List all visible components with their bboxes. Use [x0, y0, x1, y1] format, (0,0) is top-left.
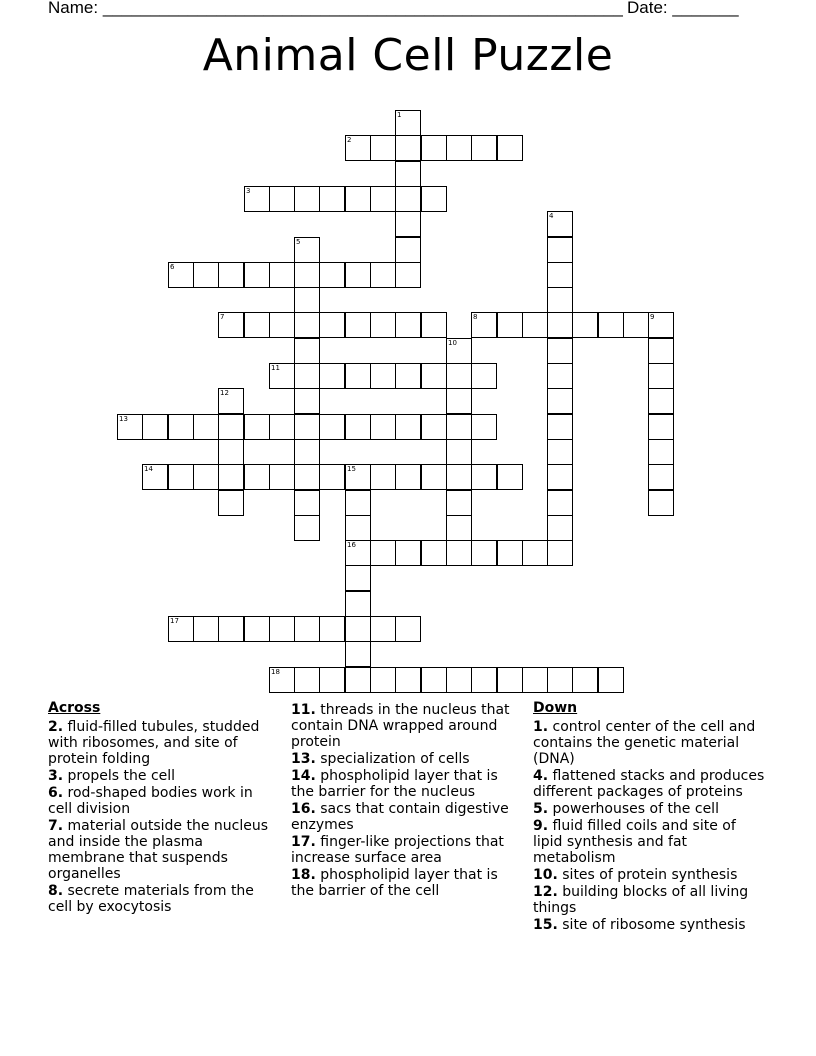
grid-cell[interactable]: [522, 667, 548, 693]
grid-cell[interactable]: [244, 616, 270, 642]
clue-item-number: 13.: [291, 751, 316, 767]
grid-cell[interactable]: [395, 135, 421, 161]
grid-cell[interactable]: [244, 414, 270, 440]
grid-cell[interactable]: [269, 464, 295, 490]
grid-cell[interactable]: [497, 540, 523, 566]
grid-cell[interactable]: [395, 186, 421, 212]
grid-cell[interactable]: [370, 540, 396, 566]
grid-cell[interactable]: [345, 186, 371, 212]
grid-cell[interactable]: [218, 312, 244, 338]
clue-item-number: 8.: [48, 883, 64, 899]
name-line: _______________________________________________________: [102, 0, 623, 17]
grid-cell[interactable]: [294, 414, 320, 440]
grid-cell[interactable]: [345, 515, 371, 541]
clue-item-number: 17.: [291, 834, 316, 850]
clue-number: 9: [650, 313, 655, 321]
grid-cell[interactable]: [395, 237, 421, 263]
across-heading: Across: [48, 700, 101, 716]
grid-cell[interactable]: [421, 135, 447, 161]
grid-cell[interactable]: [648, 338, 674, 364]
clue-item-text: powerhouses of the cell: [548, 801, 719, 817]
clue-item-text: fluid filled coils and site of lipid synthesis and fat metabolism: [533, 818, 736, 866]
clue-number: 13: [119, 415, 128, 423]
clue-item-text: flattened stacks and produces different packages of proteins: [533, 768, 765, 800]
clue-item: [533, 719, 765, 767]
clue-item-text: threads in the nucleus that contain DNA wrapped around protein: [291, 702, 510, 750]
grid-cell[interactable]: [294, 363, 320, 389]
grid-cell[interactable]: [269, 363, 295, 389]
clue-item-number: 10.: [533, 867, 558, 883]
grid-cell[interactable]: [294, 490, 320, 516]
clue-number: 14: [144, 465, 153, 473]
grid-cell[interactable]: [598, 312, 624, 338]
grid-cell[interactable]: [446, 414, 472, 440]
clue-item-text: building blocks of all living things: [533, 884, 749, 916]
grid-cell[interactable]: [294, 237, 320, 263]
grid-cell[interactable]: [547, 388, 573, 414]
clue-item: [48, 785, 273, 817]
grid-cell[interactable]: [497, 464, 523, 490]
clue-item-text: phospholipid layer that is the barrier for the nucleus: [291, 768, 498, 800]
grid-cell[interactable]: [446, 464, 472, 490]
clue-number: 12: [220, 389, 229, 397]
grid-cell[interactable]: [168, 414, 194, 440]
grid-cell[interactable]: [471, 540, 497, 566]
grid-cell[interactable]: [395, 262, 421, 288]
clue-item: [291, 751, 516, 767]
grid-cell[interactable]: [421, 464, 447, 490]
grid-cell[interactable]: [294, 515, 320, 541]
across-clue-list-2: [291, 702, 516, 899]
clue-item-text: sites of protein synthesis: [557, 867, 738, 883]
grid-cell[interactable]: [471, 363, 497, 389]
grid-cell[interactable]: [648, 464, 674, 490]
grid-cell[interactable]: [547, 287, 573, 313]
grid-cell[interactable]: [572, 667, 598, 693]
grid-cell[interactable]: [269, 616, 295, 642]
grid-cell[interactable]: [547, 211, 573, 237]
grid-cell[interactable]: [547, 312, 573, 338]
grid-cell[interactable]: [598, 667, 624, 693]
grid-cell[interactable]: [345, 641, 371, 667]
grid-cell[interactable]: [547, 464, 573, 490]
grid-cell[interactable]: [547, 439, 573, 465]
grid-cell[interactable]: [142, 414, 168, 440]
grid-cell[interactable]: [370, 464, 396, 490]
clue-item-number: 16.: [291, 801, 316, 817]
grid-cell[interactable]: [648, 388, 674, 414]
clue-number: 8: [473, 313, 478, 321]
grid-cell[interactable]: [345, 363, 371, 389]
clue-number: 3: [246, 187, 251, 195]
grid-cell[interactable]: [345, 616, 371, 642]
clue-item-text: secrete materials from the cell by exocytosis: [48, 883, 254, 915]
grid-cell[interactable]: [319, 186, 345, 212]
name-label: Name:: [48, 0, 99, 17]
page-title: Animal Cell Puzzle: [202, 30, 614, 81]
clue-item: [533, 867, 765, 883]
grid-cell[interactable]: [193, 616, 219, 642]
grid-cell[interactable]: [218, 414, 244, 440]
grid-cell[interactable]: [345, 591, 371, 617]
grid-cell[interactable]: [648, 490, 674, 516]
grid-cell[interactable]: [395, 211, 421, 237]
grid-cell[interactable]: [446, 439, 472, 465]
clue-number: 6: [170, 263, 175, 271]
grid-cell[interactable]: [471, 464, 497, 490]
grid-cell[interactable]: [471, 414, 497, 440]
grid-cell[interactable]: [572, 312, 598, 338]
clue-number: 17: [170, 617, 179, 625]
grid-cell[interactable]: [244, 186, 270, 212]
grid-cell[interactable]: [193, 464, 219, 490]
clue-item-text: finger-like projections that increase surface area: [291, 834, 504, 866]
grid-cell[interactable]: [421, 540, 447, 566]
grid-cell[interactable]: [294, 262, 320, 288]
grid-cell[interactable]: [421, 186, 447, 212]
grid-cell[interactable]: [522, 540, 548, 566]
grid-cell[interactable]: [319, 616, 345, 642]
clue-number: 15: [347, 465, 356, 473]
grid-cell[interactable]: [446, 135, 472, 161]
clue-item: [48, 818, 273, 882]
grid-cell[interactable]: [497, 312, 523, 338]
clue-item-number: 1.: [533, 719, 549, 735]
down-clue-list: [533, 719, 765, 933]
clue-item-text: phospholipid layer that is the barrier of the cell: [291, 867, 498, 899]
clue-number: 18: [271, 668, 280, 676]
grid-cell[interactable]: [471, 312, 497, 338]
date-line: _______: [672, 0, 739, 17]
clue-number: 7: [220, 313, 225, 321]
grid-cell[interactable]: [547, 237, 573, 263]
clue-item-number: 6.: [48, 785, 64, 801]
grid-cell[interactable]: [218, 490, 244, 516]
clue-item-number: 3.: [48, 768, 64, 784]
grid-cell[interactable]: [395, 312, 421, 338]
grid-cell[interactable]: [421, 414, 447, 440]
grid-cell[interactable]: [244, 464, 270, 490]
grid-cell[interactable]: [446, 388, 472, 414]
grid-cell[interactable]: [547, 414, 573, 440]
grid-cell[interactable]: [471, 667, 497, 693]
grid-cell[interactable]: [294, 616, 320, 642]
grid-cell[interactable]: [648, 439, 674, 465]
clue-item-number: 18.: [291, 867, 316, 883]
clue-item-number: 12.: [533, 884, 558, 900]
clue-item: [48, 768, 273, 784]
clue-item: [291, 867, 516, 899]
clue-item: [533, 801, 765, 817]
grid-cell[interactable]: [294, 388, 320, 414]
clue-item-number: 9.: [533, 818, 549, 834]
grid-cell[interactable]: [395, 616, 421, 642]
grid-cell[interactable]: [345, 262, 371, 288]
grid-cell[interactable]: [345, 414, 371, 440]
clue-item: [48, 883, 273, 915]
grid-cell[interactable]: [446, 363, 472, 389]
across-clues: [48, 700, 273, 916]
grid-cell[interactable]: [218, 262, 244, 288]
grid-cell[interactable]: [269, 262, 295, 288]
grid-cell[interactable]: [446, 490, 472, 516]
grid-cell[interactable]: [446, 667, 472, 693]
grid-cell[interactable]: [269, 312, 295, 338]
grid-cell[interactable]: [319, 262, 345, 288]
grid-cell[interactable]: [421, 667, 447, 693]
grid-cell[interactable]: [547, 515, 573, 541]
clue-item-text: site of ribosome synthesis: [557, 917, 746, 933]
grid-cell[interactable]: [142, 464, 168, 490]
grid-cell[interactable]: [522, 312, 548, 338]
grid-cell[interactable]: [370, 186, 396, 212]
grid-cell[interactable]: [168, 464, 194, 490]
grid-cell[interactable]: [193, 262, 219, 288]
grid-cell[interactable]: [319, 464, 345, 490]
grid-cell[interactable]: [345, 540, 371, 566]
grid-cell[interactable]: [294, 287, 320, 313]
grid-cell[interactable]: [547, 490, 573, 516]
clue-item: [533, 917, 765, 933]
grid-cell[interactable]: [193, 414, 219, 440]
grid-cell[interactable]: [218, 439, 244, 465]
grid-cell[interactable]: [345, 667, 371, 693]
clue-item-number: 14.: [291, 768, 316, 784]
grid-cell[interactable]: [370, 363, 396, 389]
clue-item: [291, 801, 516, 833]
down-clues: [533, 700, 765, 934]
clue-item: [291, 834, 516, 866]
clue-item: [291, 702, 516, 750]
clue-item-number: 4.: [533, 768, 549, 784]
clue-item: [291, 768, 516, 800]
clue-number: 10: [448, 339, 457, 347]
grid-cell[interactable]: [370, 135, 396, 161]
grid-cell[interactable]: [345, 135, 371, 161]
grid-cell[interactable]: [421, 312, 447, 338]
grid-cell[interactable]: [294, 186, 320, 212]
grid-cell[interactable]: [269, 186, 295, 212]
grid-cell[interactable]: [294, 338, 320, 364]
grid-cell[interactable]: [218, 464, 244, 490]
grid-cell[interactable]: [244, 312, 270, 338]
clue-item-text: specialization of cells: [315, 751, 470, 767]
grid-cell[interactable]: [319, 414, 345, 440]
grid-cell[interactable]: [395, 161, 421, 187]
grid-cell[interactable]: [623, 312, 649, 338]
grid-cell[interactable]: [648, 363, 674, 389]
clue-item: [533, 884, 765, 916]
grid-cell[interactable]: [446, 338, 472, 364]
clue-item-number: 5.: [533, 801, 549, 817]
grid-cell[interactable]: [345, 490, 371, 516]
clue-number: 2: [347, 136, 352, 144]
clue-number: 1: [397, 111, 402, 119]
grid-cell[interactable]: [345, 464, 371, 490]
grid-cell[interactable]: [370, 262, 396, 288]
grid-cell[interactable]: [497, 667, 523, 693]
grid-cell[interactable]: [395, 414, 421, 440]
clue-item-number: 11.: [291, 702, 316, 718]
clue-number: 4: [549, 212, 554, 220]
grid-cell[interactable]: [218, 388, 244, 414]
date-label: Date:: [627, 0, 668, 17]
clue-item: [533, 818, 765, 866]
grid-cell[interactable]: [497, 135, 523, 161]
across-clue-list: [48, 719, 273, 915]
grid-cell[interactable]: [547, 262, 573, 288]
clue-item-text: fluid-filled tubules, studded with ribosomes, and site of protein folding: [48, 719, 260, 767]
grid-cell[interactable]: [117, 414, 143, 440]
grid-cell[interactable]: [370, 414, 396, 440]
clue-number: 16: [347, 541, 356, 549]
grid-cell[interactable]: [370, 312, 396, 338]
clue-item-text: control center of the cell and contains the genetic material (DNA): [533, 719, 756, 767]
grid-cell[interactable]: [421, 363, 447, 389]
grid-cell[interactable]: [395, 363, 421, 389]
grid-cell[interactable]: [345, 312, 371, 338]
grid-cell[interactable]: [395, 540, 421, 566]
grid-cell[interactable]: [395, 667, 421, 693]
grid-cell[interactable]: [294, 312, 320, 338]
clue-item-number: 2.: [48, 719, 64, 735]
grid-cell[interactable]: [244, 262, 270, 288]
grid-cell[interactable]: [370, 667, 396, 693]
clue-item-number: 7.: [48, 818, 64, 834]
clue-item-text: material outside the nucleus and inside the plasma membrane that suspends organelles: [48, 818, 268, 882]
clue-item-text: rod-shaped bodies work in cell division: [48, 785, 253, 817]
grid-cell[interactable]: [294, 667, 320, 693]
down-heading: Down: [533, 700, 578, 716]
clue-number: 11: [271, 364, 280, 372]
grid-cell[interactable]: [547, 338, 573, 364]
grid-cell[interactable]: [446, 515, 472, 541]
grid-cell[interactable]: [547, 540, 573, 566]
grid-cell[interactable]: [395, 464, 421, 490]
clue-item: [533, 768, 765, 800]
grid-cell[interactable]: [395, 110, 421, 136]
clue-item-text: sacs that contain digestive enzymes: [291, 801, 509, 833]
grid-cell[interactable]: [294, 464, 320, 490]
grid-cell[interactable]: [269, 667, 295, 693]
grid-cell[interactable]: [319, 312, 345, 338]
grid-cell[interactable]: [319, 363, 345, 389]
grid-cell[interactable]: [168, 262, 194, 288]
grid-cell[interactable]: [648, 312, 674, 338]
grid-cell[interactable]: [218, 616, 244, 642]
grid-cell[interactable]: [294, 439, 320, 465]
grid-cell[interactable]: [370, 616, 396, 642]
grid-cell[interactable]: [345, 565, 371, 591]
across-clues-continued: [291, 702, 516, 900]
clue-item-number: 15.: [533, 917, 558, 933]
clue-number: 5: [296, 238, 301, 246]
clue-item: [48, 719, 273, 767]
grid-cell[interactable]: [446, 540, 472, 566]
grid-cell[interactable]: [269, 414, 295, 440]
grid-cell[interactable]: [547, 363, 573, 389]
grid-cell[interactable]: [168, 616, 194, 642]
grid-cell[interactable]: [648, 414, 674, 440]
grid-cell[interactable]: [471, 135, 497, 161]
grid-cell[interactable]: [319, 667, 345, 693]
grid-cell[interactable]: [547, 667, 573, 693]
clue-item-text: propels the cell: [63, 768, 176, 784]
